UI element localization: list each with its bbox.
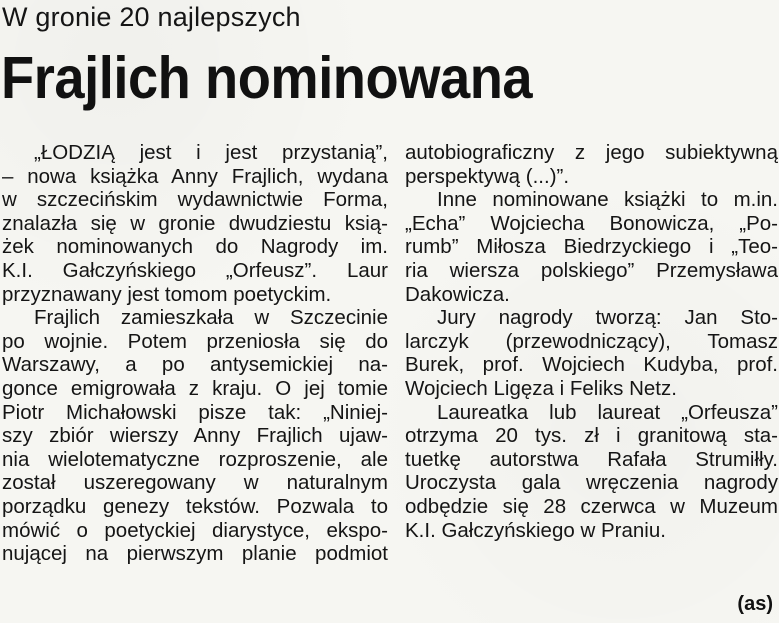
right-column-line-16: odbędzie się 28 czerwca w Muzeum [405,494,778,518]
left-column-line-7: przyznawany jest tomom poetyckim. [2,282,332,306]
right-column-line-4: „Echa” Wojciecha Bonowicza, „Po- [405,211,778,235]
right-column-line-6: ria wiersza polskiego” Przemysława [405,258,778,282]
left-column-line-11: gonce emigrowała z kraju. O jej tomie [2,376,388,400]
left-column-line-17: mówić o poetyckiej diarystyce, ekspo- [2,518,388,542]
right-column-line-13: otrzyma 20 tys. zł i granitową sta- [405,424,778,448]
left-column-line-8: Frajlich zamieszkała w Szczecinie [34,306,388,330]
right-column-line-10: Burek, prof. Wojciech Kudyba, prof. [405,353,778,377]
left-column-line-4: znalazła się w gronie dwudziestu ksią- [2,211,388,235]
left-column-line-15: został uszeregowany w naturalnym [2,471,388,495]
author-signature: (as) [737,593,773,615]
left-column-line-14: nia wielotematyczne rozproszenie, ale [2,447,388,471]
left-column-line-1: „ŁODZIĄ jest i jest przystanią”, [34,141,388,164]
left-column-line-12: Piotr Michałowski pisze tak: „Niniej- [2,400,388,424]
right-column-line-14: tuetkę autorstwa Rafała Strumiłły. [405,447,778,471]
right-column-line-8: Jury nagrody tworzą: Jan Sto- [437,306,778,330]
right-column-line-5: rumb” Miłosza Biedrzyckiego i „Teo- [405,235,778,259]
left-column-line-16: porządku genezy tekstów. Pozwala to [2,494,388,518]
right-column-line-1: autobiograficzny z jego subiektywną [405,141,778,164]
article-kicker: W gronie 20 najlepszych [2,2,301,32]
article-headline: Frajlich nominowana [1,45,533,111]
left-column-line-3: w szczecińskim wydawnictwie Forma, [2,188,388,212]
left-column-line-10: Warszawy, a po antysemickiej na- [2,353,388,377]
left-column-line-5: żek nominowanych do Nagrody im. [2,235,388,259]
right-column-line-17: K.I. Gałczyńskiego w Praniu. [405,518,666,542]
right-column-line-3: Inne nominowane książki to m.in. [437,188,778,212]
left-column-line-6: K.I. Gałczyńskiego „Orfeusz”. Laur [2,258,388,282]
right-column-line-7: Dakowicza. [405,282,510,306]
right-text-column [405,141,778,542]
left-text-column [2,141,388,566]
right-column-line-2: perspektywą (...)”. [405,164,570,188]
right-column-line-15: Uroczysta gala wręczenia nagrody [405,471,778,495]
right-column-line-9: larczyk (przewodniczący), Tomasz [405,329,778,353]
right-column-line-12: Laureatka lub laureat „Orfeusza” [437,400,778,424]
left-column-line-2: – nowa książka Anny Frajlich, wydana [2,164,388,188]
right-column-line-11: Wojciech Ligęza i Feliks Netz. [405,376,677,400]
left-column-line-13: szy zbiór wierszy Anny Frajlich ujaw- [2,424,388,448]
left-column-line-9: po wojnie. Potem przeniosła się do [2,329,388,353]
left-column-line-18: nującej na pierwszym planie podmiot [2,542,388,566]
